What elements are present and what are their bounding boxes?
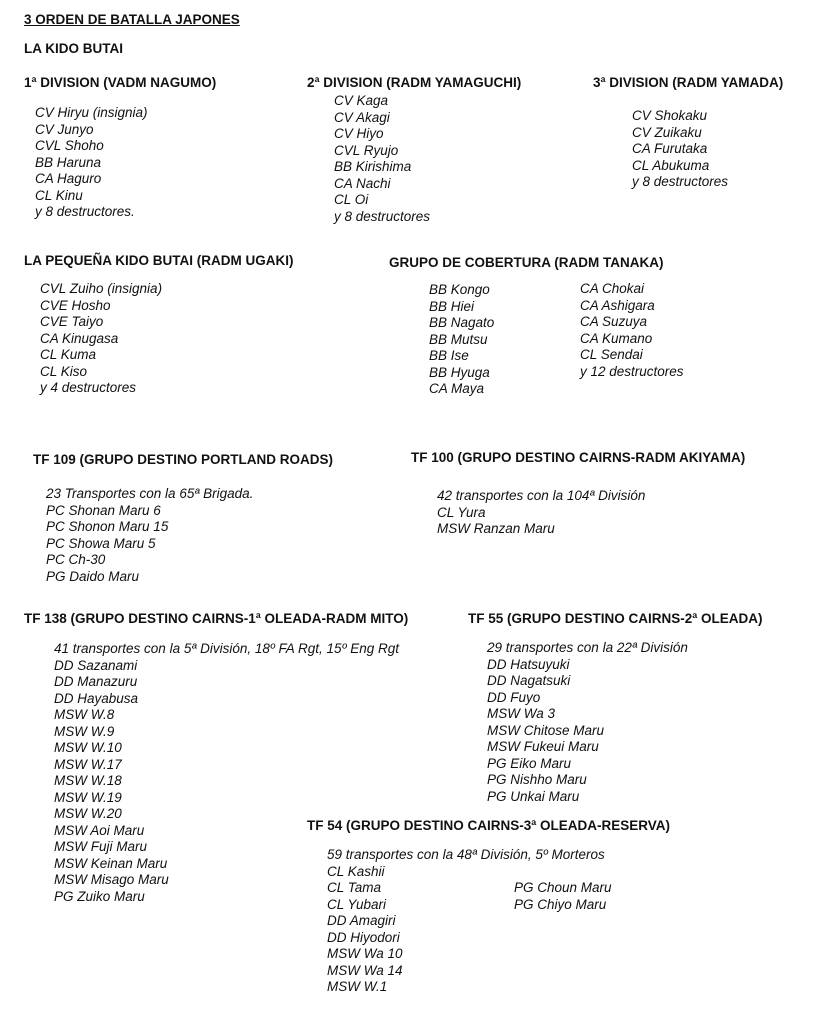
- cobertura-heading: GRUPO DE COBERTURA (RADM TANAKA): [389, 255, 664, 270]
- ship-entry: CV Hiyo: [334, 126, 384, 141]
- ship-entry: CA Nachi: [334, 175, 391, 191]
- ship-entry: CL Kuma: [40, 347, 97, 362]
- ship-entry: CL Yura: [437, 504, 486, 520]
- ship-entry: MSW Keinan Maru: [54, 855, 168, 871]
- ship-entry: BB Kirishima: [334, 159, 412, 174]
- ship-entry: y 4 destructores: [40, 380, 137, 395]
- ship-entry: CVE Hosho: [40, 297, 111, 313]
- ship-entry: CV Zuikaku: [632, 124, 702, 140]
- tf138-heading: TF 138 (GRUPO DESTINO CAIRNS-1ª OLEADA-RADM MITO): [24, 611, 409, 626]
- ship-entry: MSW Wa 3: [487, 706, 556, 721]
- ship-entry: MSW W.19: [54, 789, 122, 805]
- div2-ship-list: [334, 93, 430, 225]
- ship-entry: y 8 destructores: [334, 208, 431, 224]
- ship-entry: 29 transportes con la 22ª División: [487, 640, 688, 655]
- ship-entry: MSW Ranzan Maru: [437, 521, 555, 536]
- ship-entry: 23 Transportes con la 65ª Brigada.: [46, 486, 254, 501]
- ship-entry: 41 transportes con la 5ª División, 18º FA Rgt, 15º Eng Rgt: [54, 641, 400, 656]
- ship-entry: CA Maya: [429, 381, 485, 396]
- ship-entry: PG Nishho Maru: [487, 772, 587, 787]
- tf100-ship-list: [437, 488, 645, 538]
- ship-entry: MSW W.10: [54, 740, 122, 755]
- ship-entry: PC Shonon Maru 15: [46, 519, 169, 534]
- tf54-heading: TF 54 (GRUPO DESTINO CAIRNS-3ª OLEADA-RESERVA): [307, 818, 671, 833]
- pequena-ship-list: [40, 281, 162, 397]
- ship-entry: BB Nagato: [429, 315, 495, 330]
- pequena-heading: LA PEQUEÑA KIDO BUTAI (RADM UGAKI): [24, 253, 294, 268]
- ship-entry: CV Shokaku: [632, 108, 708, 123]
- ship-entry: MSW Fukeui Maru: [487, 739, 599, 754]
- ship-entry: PG Daido Maru: [46, 568, 140, 584]
- ship-entry: CVL Shoho: [35, 138, 104, 153]
- tf55-ship-list: [487, 640, 688, 805]
- cobertura-ship-list-1: [429, 282, 494, 398]
- div3-heading: 3ª DIVISION (RADM YAMADA): [593, 75, 784, 90]
- ship-entry: y 8 destructores: [632, 174, 729, 189]
- tf55-heading: TF 55 (GRUPO DESTINO CAIRNS-2ª OLEADA): [468, 611, 763, 626]
- tf109-heading: TF 109 (GRUPO DESTINO PORTLAND ROADS): [33, 452, 334, 467]
- ship-entry: CV Kaga: [334, 93, 389, 108]
- ship-entry: DD Sazanami: [54, 657, 138, 673]
- ship-entry: CVL Zuiho (insignia): [40, 281, 163, 296]
- ship-entry: CL Oi: [334, 192, 369, 207]
- ship-entry: BB Ise: [429, 348, 469, 363]
- ship-entry: PC Ch-30: [46, 552, 106, 567]
- ship-entry: CVE Taiyo: [40, 314, 104, 329]
- div2-heading: 2ª DIVISION (RADM YAMAGUCHI): [307, 75, 522, 90]
- ship-entry: CL Kinu: [35, 187, 83, 203]
- ship-entry: MSW W.17: [54, 756, 122, 772]
- ship-entry: CL Sendai: [580, 347, 643, 362]
- ship-entry: CV Akagi: [334, 109, 390, 125]
- ship-entry: MSW Fuji Maru: [54, 839, 148, 854]
- ship-entry: MSW Chitose Maru: [487, 722, 605, 738]
- ship-entry: MSW Wa 14: [327, 962, 403, 978]
- ship-entry: PG Zuiko Maru: [54, 888, 145, 904]
- ship-entry: DD Manazuru: [54, 674, 138, 689]
- ship-entry: PG Chiyo Maru: [514, 896, 607, 912]
- ship-entry: CV Hiryu (insignia): [35, 105, 148, 120]
- kido-butai-heading: LA KIDO BUTAI: [24, 41, 123, 56]
- ship-entry: PG Choun Maru: [514, 880, 612, 895]
- ship-entry: CA Ashigara: [580, 297, 655, 313]
- ship-entry: CL Abukuma: [632, 157, 710, 173]
- ship-entry: CV Junyo: [35, 121, 94, 137]
- ship-entry: MSW W.9: [54, 723, 115, 739]
- ship-entry: BB Haruna: [35, 154, 102, 170]
- ship-entry: PG Unkai Maru: [487, 788, 580, 804]
- tf54-ship-list-2: [514, 880, 612, 913]
- ship-entry: PC Showa Maru 5: [46, 535, 156, 551]
- ship-entry: CA Furutaka: [632, 141, 708, 156]
- ship-entry: BB Hiei: [429, 298, 475, 314]
- ship-entry: CA Kinugasa: [40, 330, 119, 346]
- ship-entry: CVL Ryujo: [334, 142, 399, 158]
- ship-entry: MSW Wa 10: [327, 946, 403, 961]
- ship-entry: PG Eiko Maru: [487, 755, 572, 771]
- ship-entry: y 8 destructores.: [35, 204, 135, 219]
- ship-entry: CA Kumano: [580, 330, 653, 346]
- document-title: 3 ORDEN DE BATALLA JAPONES: [24, 12, 240, 27]
- ship-entry: CL Yubari: [327, 896, 387, 912]
- div1-heading: 1ª DIVISION (VADM NAGUMO): [24, 75, 217, 90]
- ship-entry: MSW Misago Maru: [54, 872, 169, 887]
- ship-entry: PC Shonan Maru 6: [46, 502, 161, 518]
- tf100-heading: TF 100 (GRUPO DESTINO CAIRNS-RADM AKIYAMA): [411, 450, 746, 465]
- ship-entry: MSW W.1: [327, 979, 388, 994]
- ship-entry: y 12 destructores: [580, 363, 684, 379]
- ship-entry: MSW Aoi Maru: [54, 822, 145, 838]
- ship-entry: MSW W.20: [54, 806, 122, 821]
- ship-entry: BB Mutsu: [429, 331, 488, 347]
- ship-entry: DD Hatsuyuki: [487, 656, 570, 672]
- ship-entry: CA Chokai: [580, 281, 645, 296]
- div3-ship-list: [632, 108, 728, 191]
- ship-entry: CA Haguro: [35, 171, 102, 186]
- ship-entry: MSW W.8: [54, 707, 115, 722]
- ship-entry: BB Hyuga: [429, 364, 490, 380]
- ship-entry: CL Kiso: [40, 363, 88, 379]
- ship-entry: DD Fuyo: [487, 689, 541, 705]
- tf54-ship-list-1: [327, 847, 605, 996]
- ship-entry: DD Amagiri: [327, 913, 396, 928]
- ship-entry: CL Kashii: [327, 863, 385, 879]
- ship-entry: CA Suzuya: [580, 314, 648, 329]
- ship-entry: DD Nagatsuki: [487, 673, 571, 688]
- ship-entry: 42 transportes con la 104ª División: [437, 488, 646, 503]
- ship-entry: BB Kongo: [429, 282, 490, 297]
- tf109-ship-list: [46, 486, 253, 585]
- ship-entry: 59 transportes con la 48ª División, 5º Morteros: [327, 847, 605, 862]
- ship-entry: DD Hiyodori: [327, 929, 400, 945]
- ship-entry: CL Tama: [327, 880, 382, 895]
- cobertura-ship-list-2: [580, 281, 684, 380]
- ship-entry: MSW W.18: [54, 773, 122, 788]
- ship-entry: DD Hayabusa: [54, 690, 139, 706]
- div1-ship-list: [35, 105, 148, 221]
